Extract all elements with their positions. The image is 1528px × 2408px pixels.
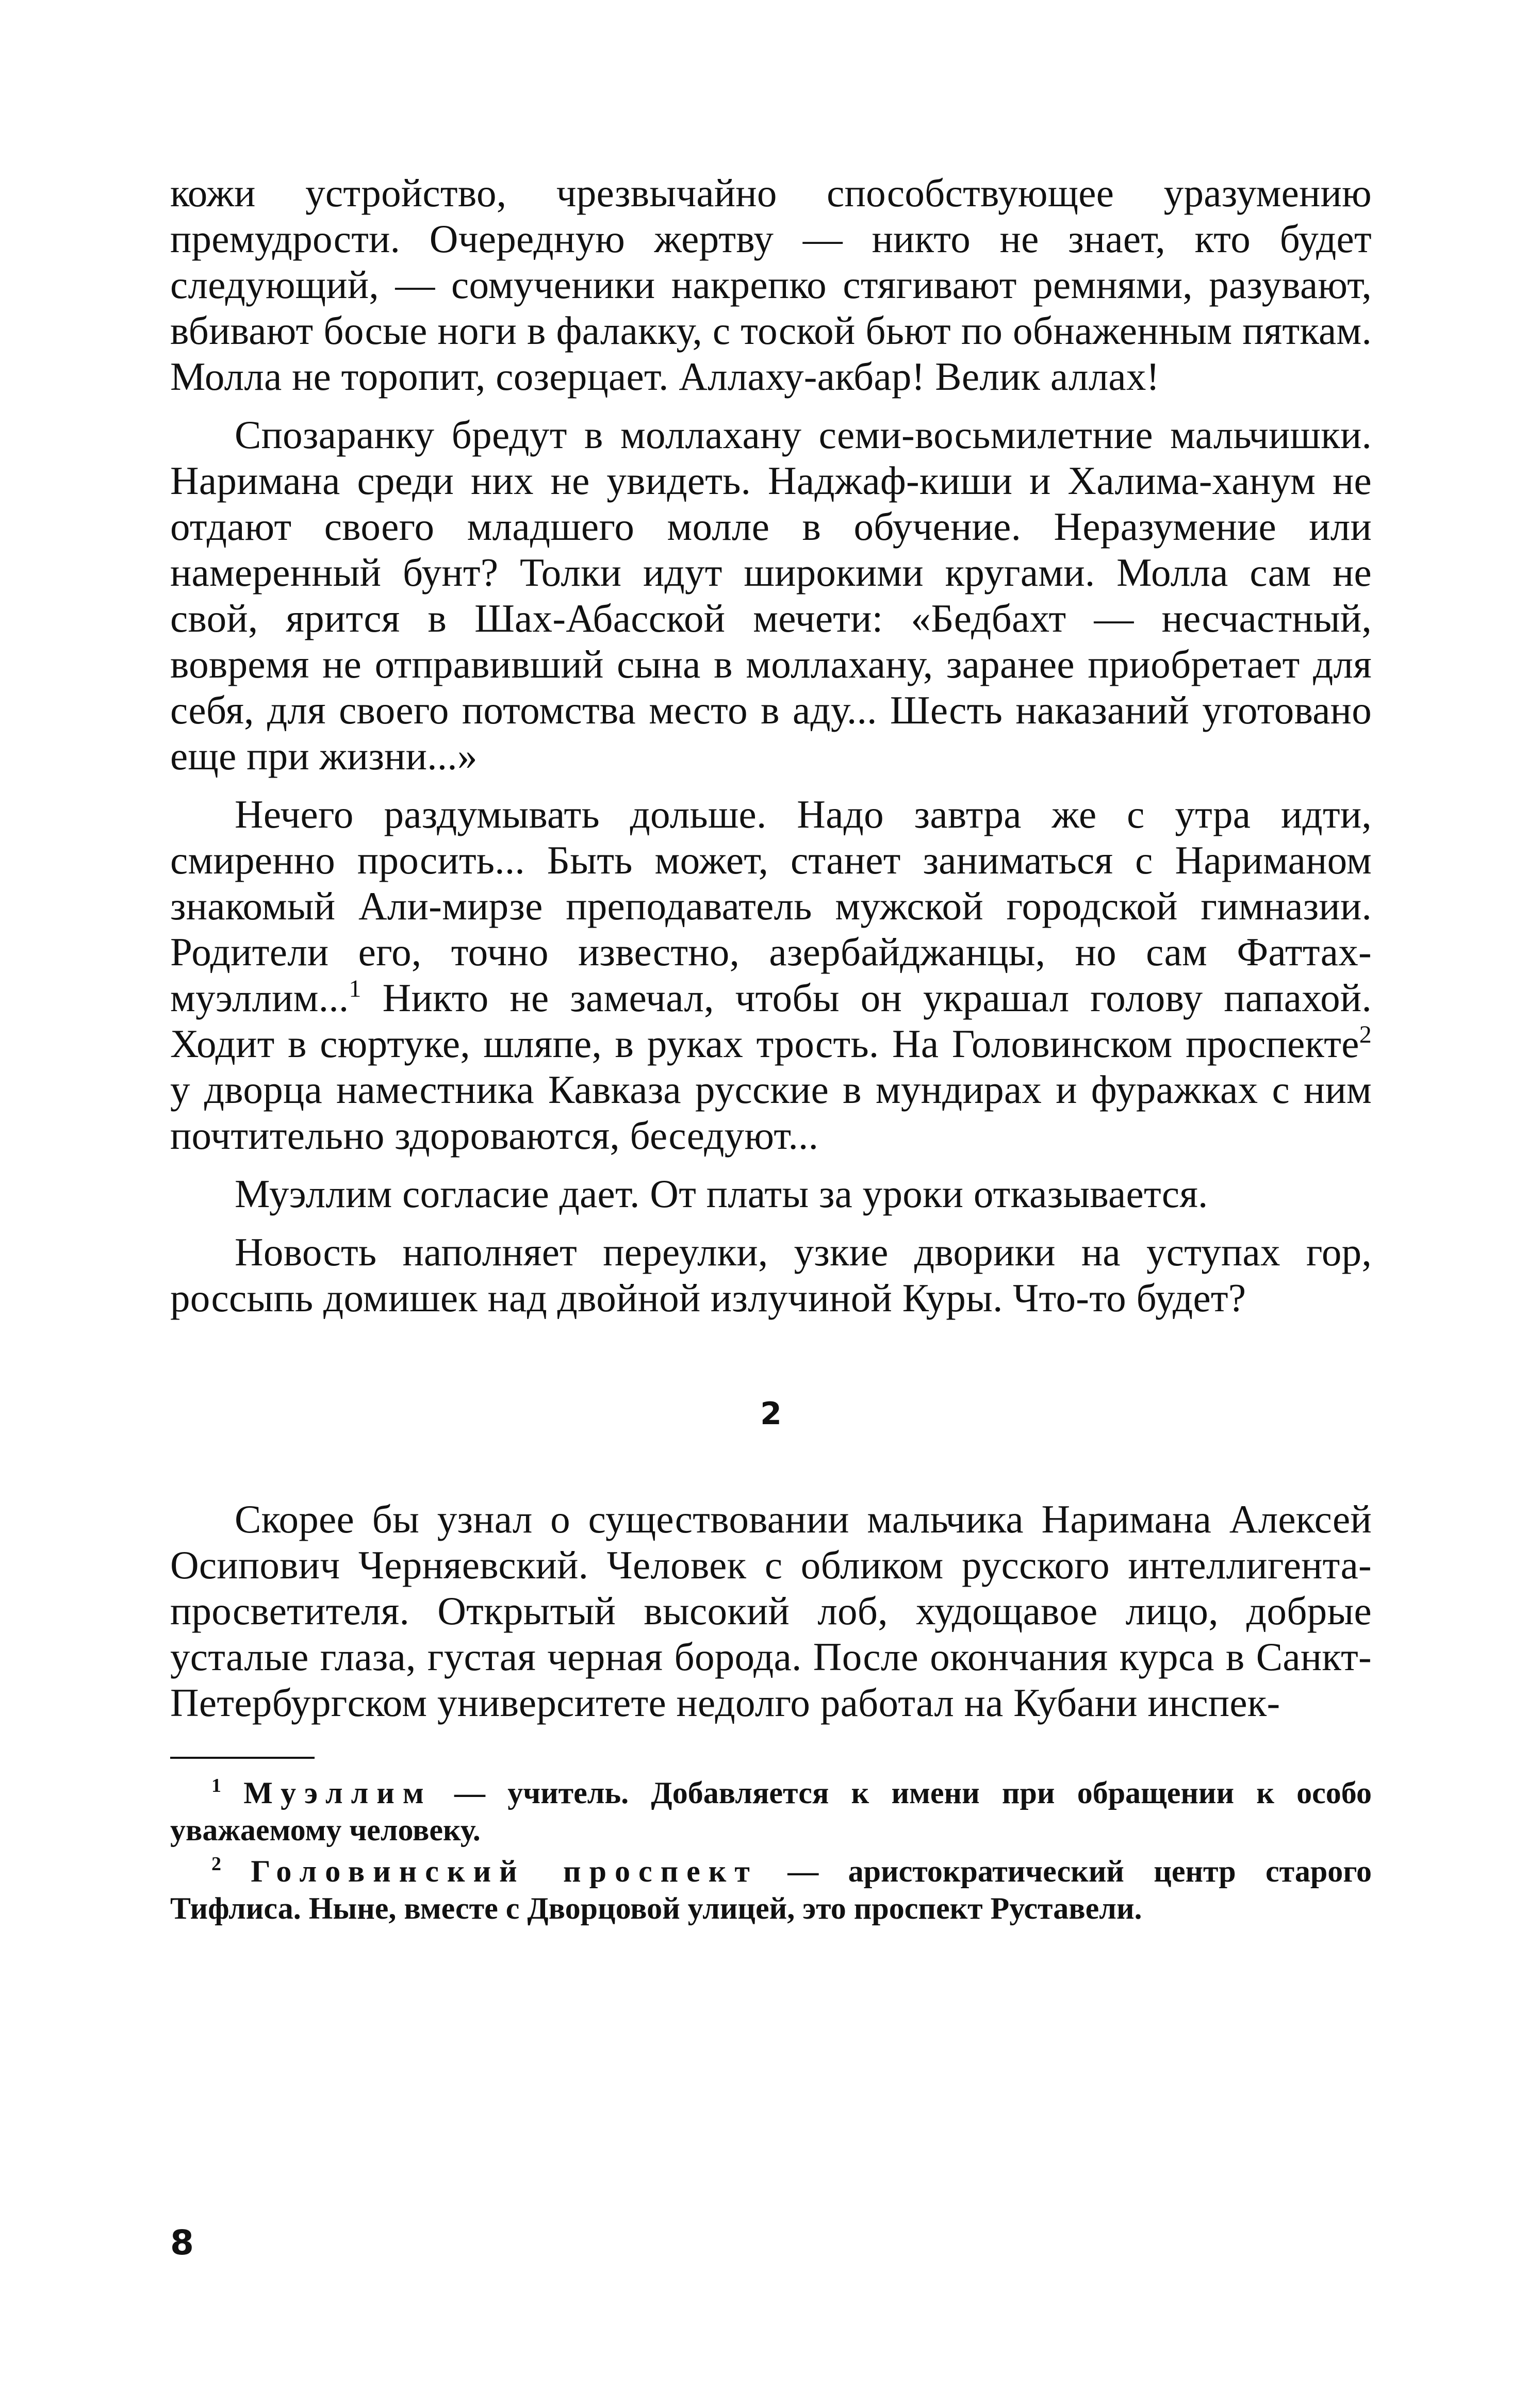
- paragraph-agreement: Муэллим согласие дает. От платы за уроки отказывается.: [235, 1172, 1208, 1216]
- footnote-1: [170, 1774, 1372, 1849]
- footnote-2: [170, 1853, 1372, 1927]
- footnote-mark: 2: [211, 1853, 221, 1875]
- footnote-mark: 1: [211, 1775, 221, 1796]
- footnote-divider: [170, 1757, 315, 1759]
- footnote-term: Головинский проспект: [251, 1854, 758, 1888]
- paragraph-muallim: [170, 791, 1372, 1159]
- paragraph-text-part: Никто не замечал, чтобы он украшал голову папахой. Ходит в сюртуке, шляпе, в руках трость. На Головинском проспекте: [170, 976, 1372, 1066]
- paragraph-mollahana: Спозаранку бредут в моллахану семи-восьмилетние мальчишки. Наримана среди них не увидеть. Наджаф-киши и Халима-ханум не отдают своего младшего молле в обучение. Неразумение или намеренный бунт? Толки идут широкими кругами. Молла сам не свой, ярится в Шах-Абасской мечети: «Бедбахт — несчастный, вовремя не отправивший сына в моллахану, заранее приобретает для себя, для своего потомства место в аду... Шесть наказаний уготовано еще при жизни...»: [170, 413, 1372, 778]
- footnote-text: — учитель. Добавляется к имени при обращении к особо уважаемому человеку.: [170, 1776, 1372, 1847]
- paragraph-continuation: кожи устройство, чрезвычайно способствующее уразумению премудрости. Очередную жертву — никто не знает, кто будет следующий, — сомученики накрепко стягивают ремнями, разувают, вбивают босые ноги в фалакку, с тоской бьют по обнаженным пяткам. Молла не торопит, созерцает. Аллаху-акбар! Велик аллах!: [170, 171, 1372, 399]
- paragraph-chernyaevsky: Скорее бы узнал о существовании мальчика Наримана Алексей Осипович Черняевский. Человек с обликом русского интеллигента-просветителя. Открытый высокий лоб, худощавое лицо, добрые усталые глаза, густая черная борода. После окончания курса в Санкт-Петербургском университете недолго работал на Кубани инспек-: [170, 1497, 1372, 1725]
- chapter-number: 2: [760, 1396, 782, 1432]
- page-number: 8: [170, 2223, 194, 2263]
- paragraph-text-part: у дворца наместника Кавказа русские в мундирах и фуражках с ним почтительно здороваются, беседуют...: [170, 1067, 1372, 1158]
- footnote-term: Муэллим: [243, 1776, 432, 1810]
- footnote-ref-2: 2: [1359, 1021, 1372, 1048]
- footnote-text: — аристократический центр старого Тифлиса. Ныне, вместе с Дворцовой улицей, это проспект Руставели.: [170, 1854, 1372, 1925]
- paragraph-text-part: Нечего раздумывать дольше. Надо завтра же с утра идти, смиренно просить... Быть может, станет заниматься с Нариманом знакомый Али-мирзе преподаватель мужской городской гимназии. Родители его, точно известно, азербайджанцы, но сам Фаттах-муэллим...: [170, 792, 1372, 1020]
- footnote-ref-1: 1: [349, 975, 362, 1002]
- page-body: [170, 170, 1372, 1931]
- paragraph-news: Новость наполняет переулки, узкие дворики на уступах гор, россыпь домишек над двойной излучиной Куры. Что-то будет?: [170, 1230, 1372, 1320]
